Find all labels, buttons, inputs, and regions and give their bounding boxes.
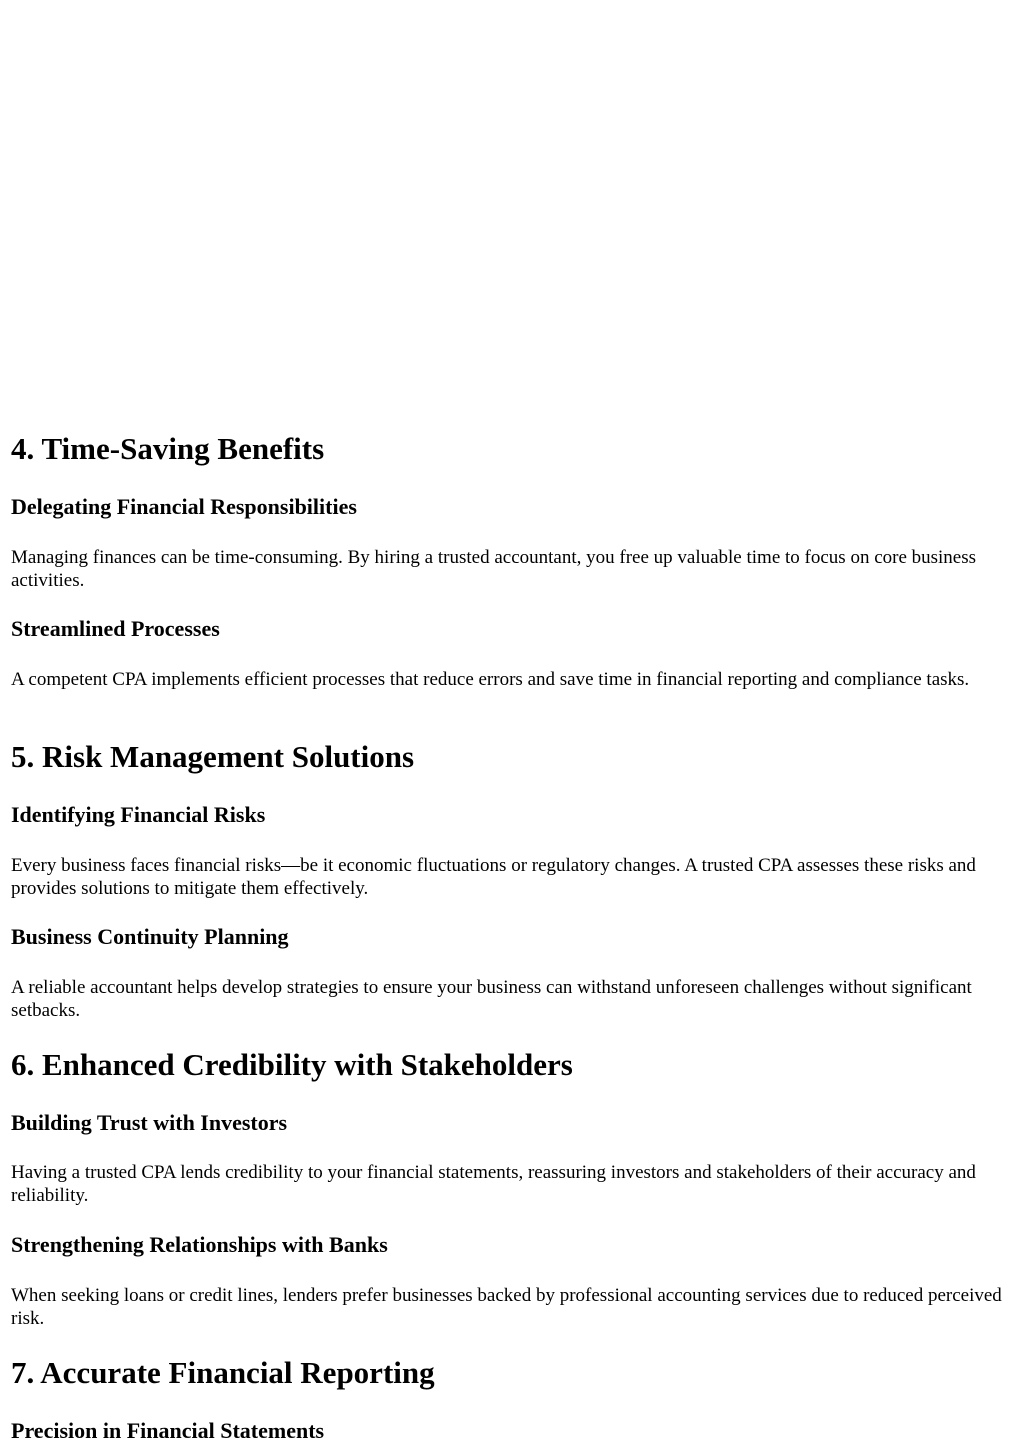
paragraph-streamlined-processes: A competent CPA implements efficient processes that reduce errors and save time in financial reporting and compliance tasks. [11, 669, 970, 690]
section-heading-accurate-reporting: 7. Accurate Financial Reporting [11, 1355, 435, 1390]
paragraph-business-continuity: A reliable accountant helps develop strategies to ensure your business can withstand unforeseen challenges without significant setbacks. [11, 977, 972, 1021]
subheading-streamlined-processes: Streamlined Processes [11, 616, 220, 641]
paragraph-delegating-responsibilities: Managing finances can be time-consuming. By hiring a trusted accountant, you free up valuable time to focus on core business activities. [11, 547, 977, 591]
subheading-business-continuity: Business Continuity Planning [11, 924, 289, 949]
paragraph-relationships-banks: When seeking loans or credit lines, lenders prefer businesses backed by professional accounting services due to reduced perceived risk. [11, 1285, 1002, 1329]
subheading-delegating-responsibilities: Delegating Financial Responsibilities [11, 494, 357, 519]
section-heading-risk-management: 5. Risk Management Solutions [11, 739, 415, 774]
paragraph-trust-investors: Having a trusted CPA lends credibility to your financial statements, reassuring investors and stakeholders of their accuracy and reliability. [11, 1162, 976, 1206]
subheading-identifying-risks: Identifying Financial Risks [11, 802, 266, 827]
section-heading-credibility: 6. Enhanced Credibility with Stakeholders [11, 1047, 573, 1082]
paragraph-identifying-risks: Every business faces financial risks—be it economic fluctuations or regulatory changes. A trusted CPA assesses these risks and provides solutions to mitigate them effectively. [11, 855, 976, 899]
section-heading-time-saving: 4. Time-Saving Benefits [11, 431, 325, 466]
subheading-relationships-banks: Strengthening Relationships with Banks [11, 1232, 388, 1257]
subheading-precision-statements: Precision in Financial Statements [11, 1418, 325, 1443]
subheading-trust-investors: Building Trust with Investors [11, 1110, 288, 1135]
